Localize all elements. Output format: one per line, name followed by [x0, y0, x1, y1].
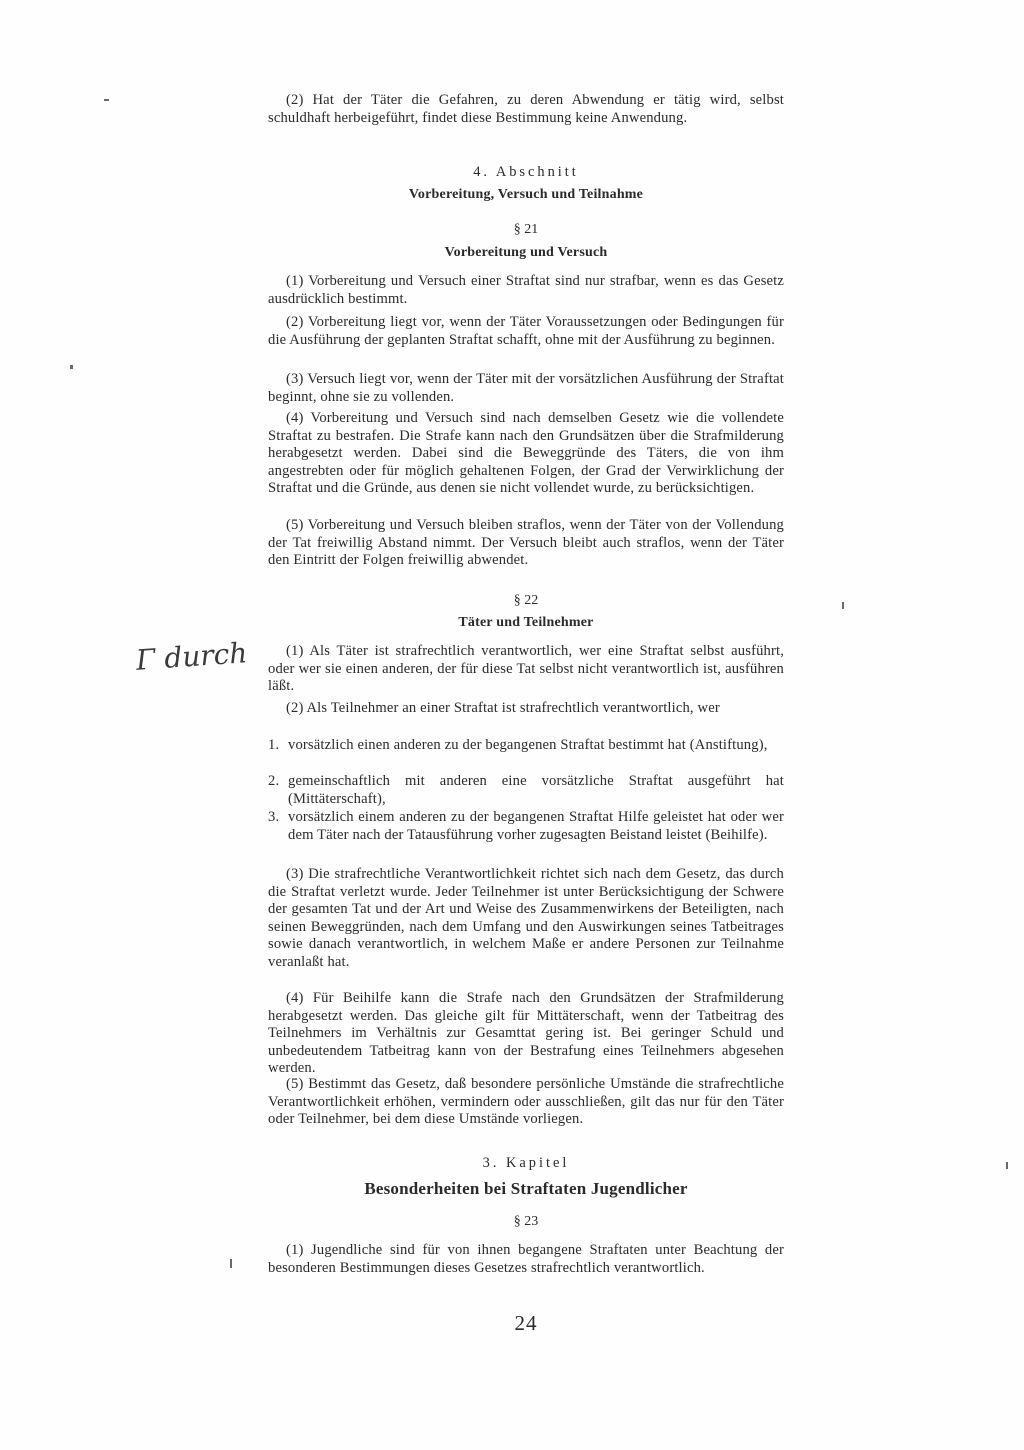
paragraph-21-3-block [268, 371, 784, 406]
paragraph-20-2: (2) Hat der Täter die Gefahren, zu deren Abwendung er tätig wird, selbst schuldhaft herbeigeführt, findet diese Bestimmung keine Anwendung. [268, 92, 784, 126]
paragraph-number-23: § 23 [513, 1214, 539, 1229]
paragraph-22-4: (4) Für Beihilfe kann die Strafe nach den Grundsätzen der Strafmilderung herabgesetzt werden. Das gleiche gilt für Mittäterschaft, wenn der Tatbeitrag des Teilnehmers im Verhältnis zur Gesamttat gering ist. Bei geringer Schuld und unbedeutendem Tatbeitrag kann von der Bestrafung eines Teilnehmers abgesehen werden. [268, 990, 784, 1077]
scan-mark [104, 99, 109, 101]
paragraph-number-21: § 21 [513, 222, 539, 237]
paragraph-22-4-block [268, 990, 784, 1078]
chapter-title: Besonderheiten bei Straftaten Jugendlicher [364, 1179, 688, 1198]
paragraph-23-1-block [268, 1242, 784, 1277]
scan-mark [70, 365, 73, 369]
list-item [268, 809, 784, 844]
list-item-number: 2. [268, 773, 280, 789]
paragraph-21-2: (2) Vorbereitung liegt vor, wenn der Täter Voraussetzungen oder Bedingungen für die Ausführung der geplanten Straftat schafft, ohne mit der Ausführung zu beginnen. [268, 314, 784, 348]
scan-mark [842, 602, 844, 609]
paragraph-21-2-block [268, 314, 784, 349]
paragraph-23-1: (1) Jugendliche sind für von ihnen begangene Straftaten unter Beachtung der besonderen Bestimmungen dieses Gesetzes strafrechtlich verantwortlich. [268, 1242, 784, 1276]
paragraph-21-1: (1) Vorbereitung und Versuch einer Straftat sind nur strafbar, wenn es das Gesetz ausdrücklich bestimmt. [268, 273, 784, 307]
paragraph-21-5: (5) Vorbereitung und Versuch bleiben straflos, wenn der Täter von der Vollendung der Tat freiwillig Abstand nimmt. Der Versuch bleibt auch straflos, wenn der Täter den Eintritt der Folgen freiwillig abwendet. [268, 517, 784, 569]
section-title: Vorbereitung, Versuch und Teilnahme [408, 187, 644, 202]
paragraph-21-1-block [268, 273, 784, 308]
list-item [268, 773, 784, 808]
paragraph-21-5-block [268, 517, 784, 570]
list-item [268, 737, 784, 755]
paragraph-title-22: Täter und Teilnehmer [458, 615, 594, 630]
page-number: 24 [514, 1311, 538, 1335]
paragraph-22-2-intro: (2) Als Teilnehmer an einer Straftat ist strafrechtlich verantwortlich, wer [286, 700, 720, 716]
list-item-text: vorsätzlich einem anderen zu der begangenen Straftat Hilfe geleistet hat oder wer dem Täter nach der Tatausführung vorher zugesagten Beistand leistet (Beihilfe). [288, 809, 784, 843]
paragraph-title-21: Vorbereitung und Versuch [444, 245, 608, 260]
scan-mark [230, 1259, 232, 1268]
paragraph-21-4-block [268, 410, 784, 498]
paragraph-22-5-block [268, 1076, 784, 1129]
paragraph-21-4: (4) Vorbereitung und Versuch sind nach demselben Gesetz wie die vollendete Straftat zu bestrafen. Die Strafe kann nach den Grundsätzen über die Strafmilderung herabgesetzt werden. Dabei sind die Beweggründe des Täters, die von ihm angestrebten oder für möglich gehaltenen Folgen, der Grad der Verwirklichung der Straftat und die Gründe, aus denen sie nicht vollendet wurde, zu berücksichtigen. [268, 410, 784, 497]
list-item-text: vorsätzlich einen anderen zu der begangenen Straftat bestimmt hat (Anstiftung), [288, 737, 768, 753]
paragraph-21-3: (3) Versuch liegt vor, wenn der Täter mit der vorsätzlichen Ausführung der Straftat beginnt, ohne sie zu vollenden. [268, 371, 784, 405]
list-item-number: 1. [268, 737, 280, 753]
paragraph-22-2-block [268, 700, 784, 718]
paragraph-22-3-block [268, 866, 784, 972]
list-item-text: gemeinschaftlich mit anderen eine vorsätzliche Straftat ausgeführt hat (Mittäterschaft), [288, 773, 784, 807]
section-label: 4. Abschnitt [473, 164, 579, 180]
paragraph-22-3: (3) Die strafrechtliche Verantwortlichkeit richtet sich nach dem Gesetz, das durch die Straftat verletzt wurde. Jeder Teilnehmer ist unter Berücksichtigung der Schwere der gesamten Tat und der Art und Weise des Zusammenwirkens der Beteiligten, nach seinen Beweggründen, nach dem Umfang und den Auswirkungen seines Tatbeitrages sowie danach verantwortlich, in welchem Maße er andere Personen zur Teilnahme veranlaßt hat. [268, 866, 784, 970]
scan-mark [1006, 1162, 1008, 1169]
paragraph-block [268, 92, 784, 127]
paragraph-22-5: (5) Bestimmt das Gesetz, daß besondere persönliche Umstände die strafrechtliche Verantwortlichkeit erhöhen, vermindern oder ausschließen, gilt das nur für den Täter oder Teilnehmer, bei dem diese Umstände vorliegen. [268, 1076, 784, 1128]
paragraph-number-22: § 22 [513, 593, 539, 608]
handwritten-margin-note: Γ durch [134, 636, 249, 677]
list-item-number: 3. [268, 809, 280, 825]
paragraph-22-1-block [268, 643, 784, 696]
chapter-label: 3. Kapitel [482, 1155, 570, 1171]
paragraph-22-1: (1) Als Täter ist strafrechtlich verantwortlich, wer eine Straftat selbst ausführt, oder wer sie einen anderen, der für diese Tat selbst nicht verantwortlich ist, ausführen läßt. [268, 643, 784, 695]
